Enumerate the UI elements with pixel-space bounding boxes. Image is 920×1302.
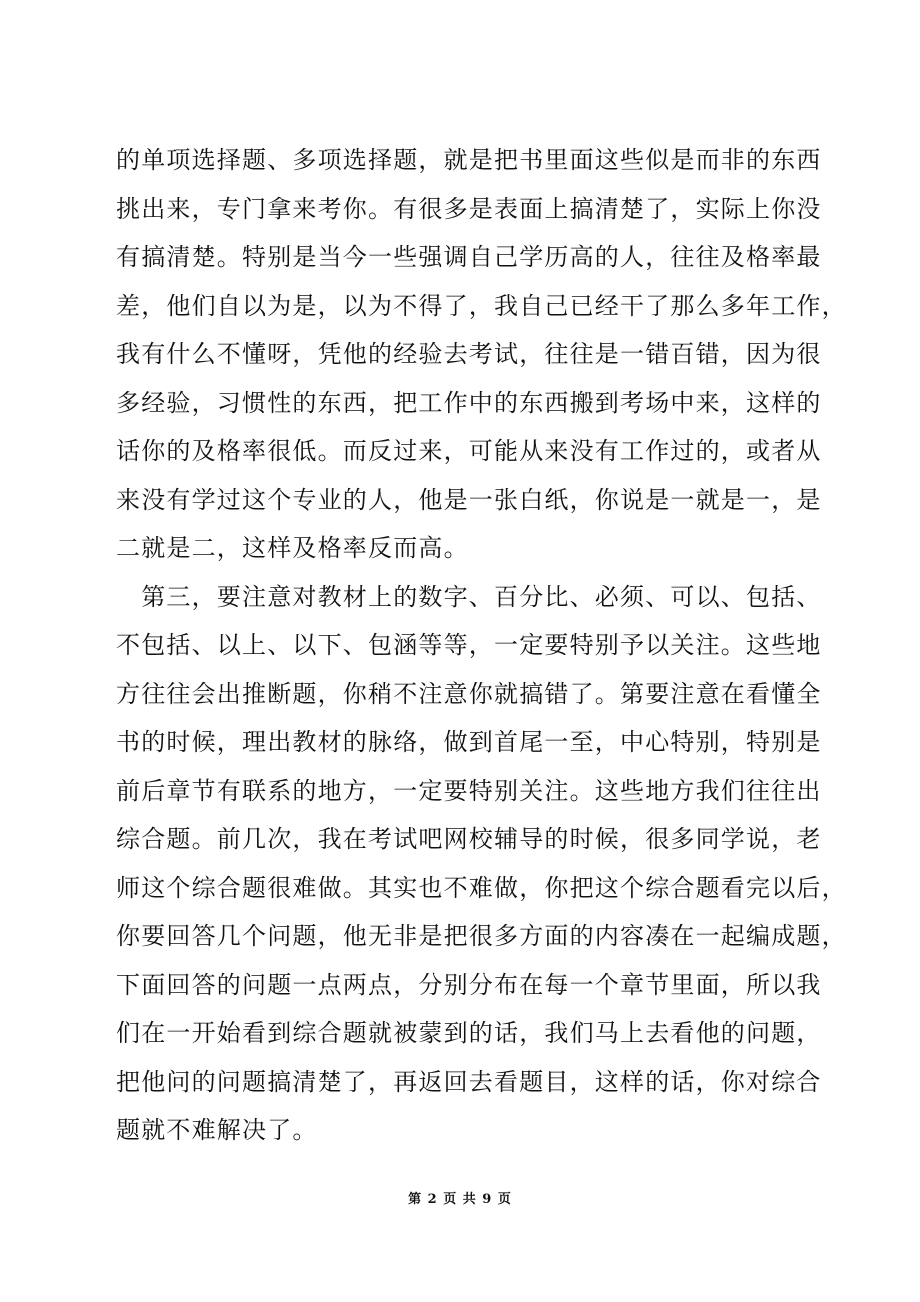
text-line: 下面回答的问题一点两点，分别分布在每一个章节里面，所以我 xyxy=(116,970,822,999)
text-line: 师这个综合题很难做。其实也不难做，你把这个综合题看完以后， xyxy=(116,873,847,902)
text-line: 的单项选择题、多项选择题，就是把书里面这些似是而非的东西 xyxy=(116,146,822,174)
text-line: 二就是二，这样及格率反而高。 xyxy=(116,534,469,562)
text-line: 话你的及格率很低。而反过来，可能从来没有工作过的，或者从 xyxy=(116,437,822,465)
text-line: 前后章节有联系的地方，一定要特别关注。这些地方我们往往出 xyxy=(116,776,822,805)
text-line: 挑出来，专门拿来考你。有很多是表面上搞清楚了，实际上你没 xyxy=(116,194,822,223)
text-line: 书的时候，理出教材的脉络，做到首尾一至，中心特别，特别是 xyxy=(116,728,822,756)
text-line: 综合题。前几次，我在考试吧网校辅导的时候，很多同学说，老 xyxy=(116,825,822,853)
text-line: 你要回答几个问题，他无非是把很多方面的内容凑在一起编成题， xyxy=(116,922,847,950)
text-line: 题就不难解决了。 xyxy=(116,1116,318,1144)
text-line: 第三，要注意对教材上的数字、百分比、必须、可以、包括、 xyxy=(116,582,822,611)
text-line: 方往往会出推断题，你稍不注意你就搞错了。第要注意在看懂全 xyxy=(116,679,822,708)
text-line: 把他问的问题搞清楚了，再返回去看题目，这样的话，你对综合 xyxy=(116,1067,822,1096)
text-line: 来没有学过这个专业的人，他是一张白纸，你说是一就是一，是 xyxy=(116,485,822,514)
text-line: 有搞清楚。特别是当今一些强调自己学历高的人，往往及格率最 xyxy=(116,243,822,271)
page-number-footer: 第 2 页 共 9 页 xyxy=(408,1192,512,1207)
text-line: 我有什么不懂呀，凭他的经验去考试，往往是一错百错，因为很 xyxy=(116,340,822,368)
body-text xyxy=(116,136,847,1155)
text-line: 多经验，习惯性的东西，把工作中的东西搬到考场中来，这样的 xyxy=(116,388,822,417)
text-line: 们在一开始看到综合题就被蒙到的话，我们马上去看他的问题， xyxy=(116,1019,822,1047)
text-line: 不包括、以上、以下、包涵等等，一定要特别予以关注。这些地 xyxy=(116,631,822,659)
text-line: 差，他们自以为是，以为不得了，我自己已经干了那么多年工作， xyxy=(116,291,847,320)
